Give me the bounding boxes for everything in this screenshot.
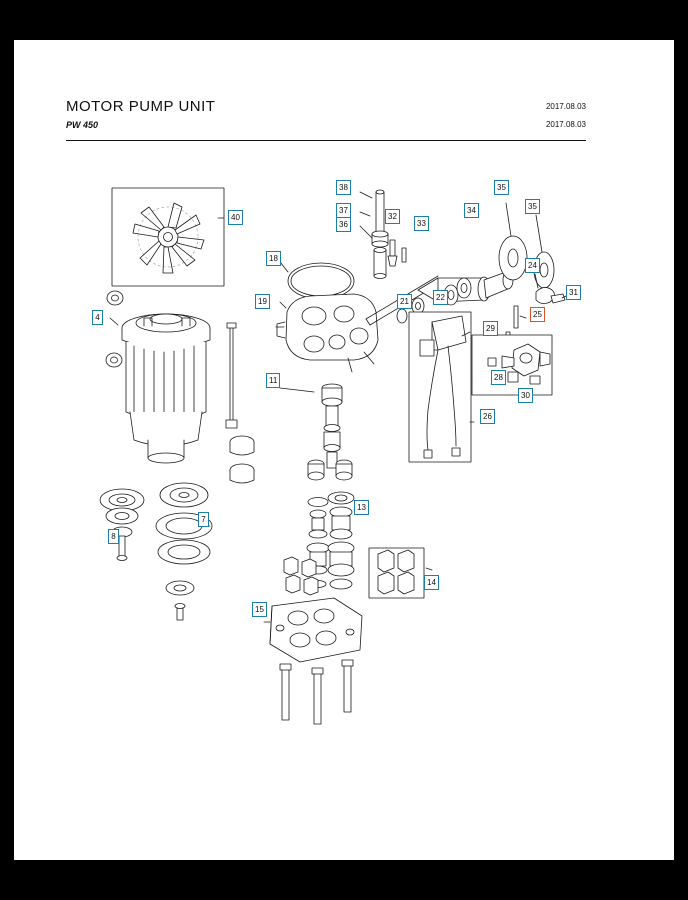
callout-38[interactable]: 38: [336, 180, 351, 195]
callout-24[interactable]: 24: [525, 258, 540, 273]
page-title: MOTOR PUMP UNIT: [66, 98, 216, 115]
callout-35[interactable]: 35: [525, 199, 540, 214]
callout-22[interactable]: 22: [433, 290, 448, 305]
callout-30[interactable]: 30: [518, 388, 533, 403]
callout-21[interactable]: 21: [397, 294, 412, 309]
parts-diagram-page: [14, 40, 674, 860]
callout-15[interactable]: 15: [252, 602, 267, 617]
callout-11[interactable]: 11: [266, 373, 280, 388]
date-secondary: 2017.08.03: [545, 120, 586, 129]
callout-26[interactable]: 26: [480, 409, 495, 424]
callout-28[interactable]: 28: [491, 370, 506, 385]
callout-25[interactable]: 25: [530, 307, 545, 322]
callout-36[interactable]: 36: [336, 217, 351, 232]
callout-8[interactable]: 8: [108, 529, 119, 544]
callout-18[interactable]: 18: [266, 251, 281, 266]
callout-37[interactable]: 37: [336, 203, 351, 218]
callout-19[interactable]: 19: [255, 294, 270, 309]
date-primary: 2017.08.03: [545, 102, 586, 111]
callout-7[interactable]: 7: [198, 512, 209, 527]
callout-14[interactable]: 14: [424, 575, 439, 590]
callout-34[interactable]: 34: [464, 203, 479, 218]
callout-31[interactable]: 31: [566, 285, 581, 300]
callout-13[interactable]: 13: [354, 500, 369, 515]
callout-29[interactable]: 29: [483, 321, 498, 336]
callout-33[interactable]: 33: [414, 216, 429, 231]
callout-32[interactable]: 32: [385, 209, 400, 224]
callout-35[interactable]: 35: [494, 180, 509, 195]
callout-40[interactable]: 40: [228, 210, 243, 225]
model-label: PW 450: [66, 120, 99, 130]
callout-4[interactable]: 4: [92, 310, 103, 325]
exploded-diagram-drawing: [14, 40, 674, 860]
